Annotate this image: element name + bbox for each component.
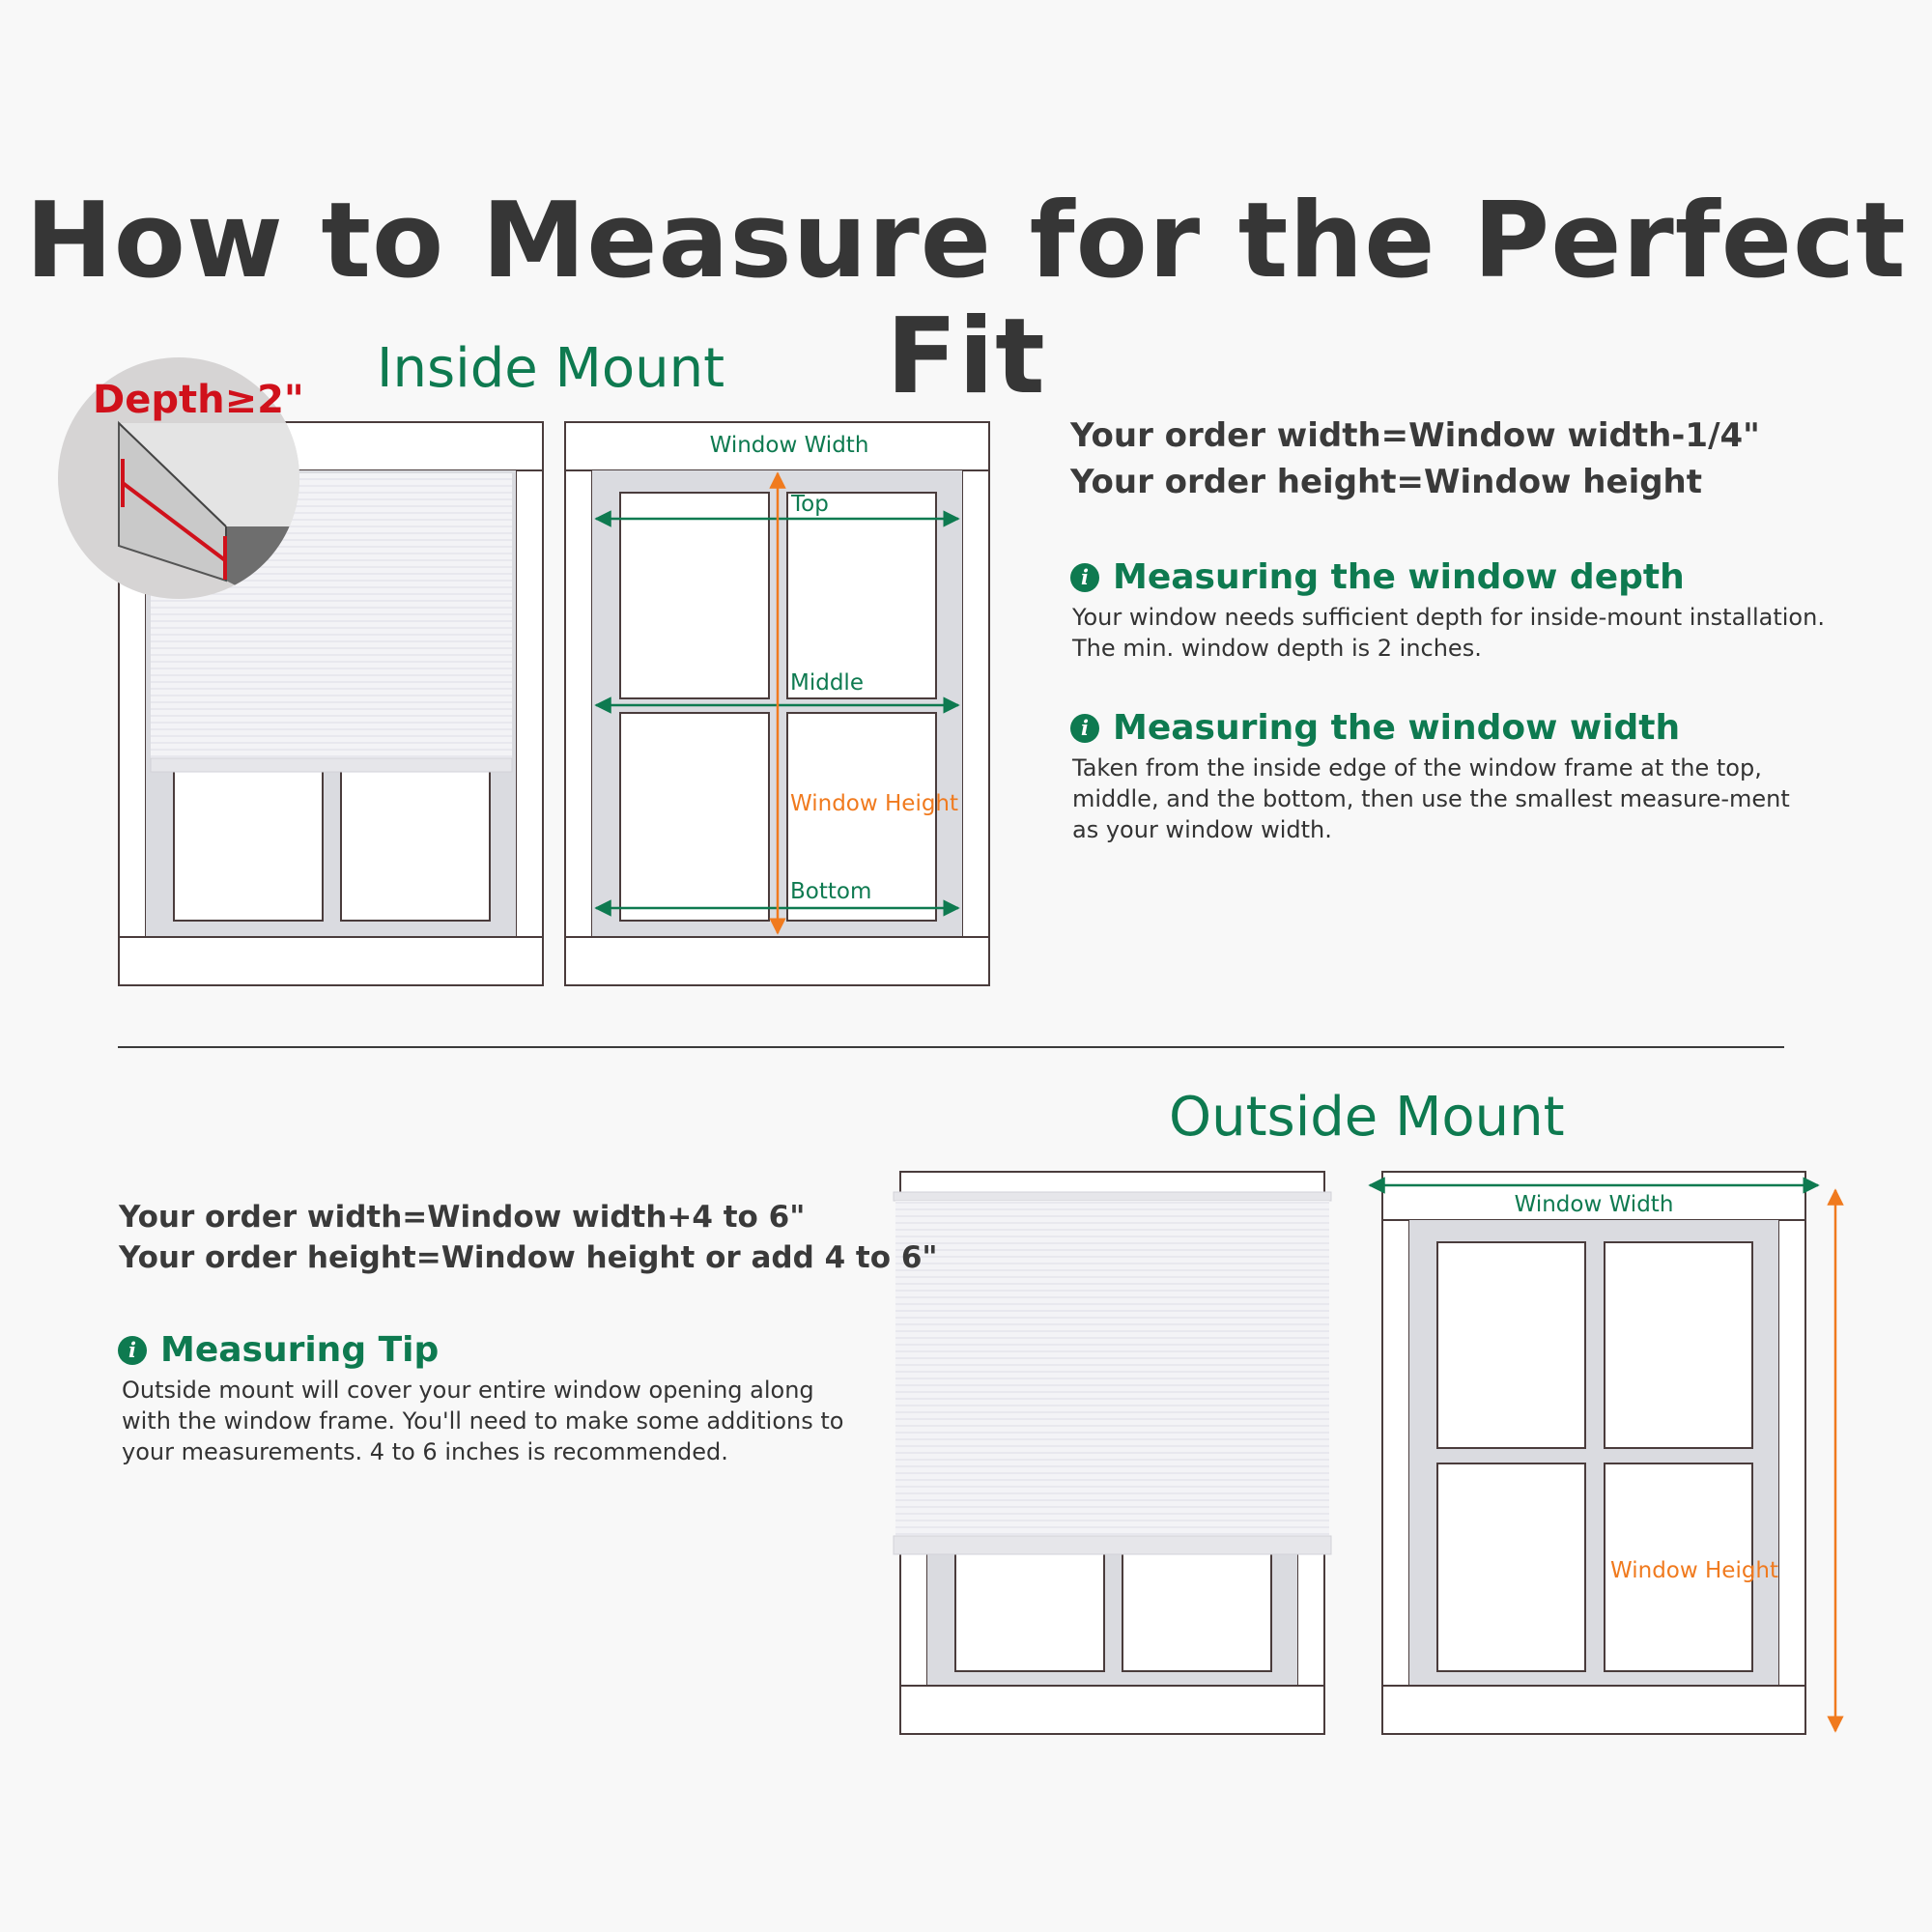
- outside-window-width-label: Window Width: [1514, 1192, 1674, 1217]
- info-icon: i: [1070, 714, 1099, 743]
- inside-mount-heading: Inside Mount: [377, 337, 725, 400]
- outside-mount-heading: Outside Mount: [1169, 1086, 1565, 1149]
- window-height-label: Window Height: [790, 791, 959, 816]
- shade-bottom-rail: [894, 1536, 1331, 1554]
- page-title: How to Measure for the Perfect Fit: [25, 181, 1907, 417]
- depth-tip-body: Your window needs sufficient depth for inside-mount installation. The min. window depth is 2 inches.: [1072, 604, 1825, 662]
- info-icon: i: [1070, 563, 1099, 592]
- inside-mount-measure-window: [565, 422, 989, 985]
- outside-mount-shade-window: [894, 1172, 1331, 1734]
- info-icon: i: [118, 1336, 147, 1365]
- top-label: Top: [791, 492, 829, 517]
- inside-formula-height: Your order height=Window height: [1070, 463, 1703, 501]
- measuring-tip-body: Outside mount will cover your entire window opening along with the window frame. You'll need to make some additions to your measurements. 4 to 6 inches is recommended.: [122, 1377, 844, 1465]
- width-tip-body: Taken from the inside edge of the window frame at the top, middle, and the bottom, then use the smallest measure-ment as your window width.: [1072, 754, 1790, 843]
- middle-label: Middle: [790, 670, 864, 696]
- inside-formula-width: Your order width=Window width-1/4": [1070, 416, 1760, 455]
- measuring-tip-heading: [118, 1329, 439, 1372]
- bottom-label: Bottom: [790, 879, 872, 904]
- shade-headrail: [894, 1192, 1331, 1201]
- depth-label: Depth≥2": [93, 378, 304, 422]
- cellular-shade: [895, 1201, 1329, 1536]
- outside-mount-measure-window: [1370, 1172, 1835, 1734]
- depth-tip-heading: [1070, 556, 1685, 599]
- outside-formula-height: Your order height=Window height or add 4 to 6": [119, 1240, 938, 1275]
- section-divider: [118, 1046, 1784, 1048]
- outside-formula-width: Your order width=Window width+4 to 6": [119, 1200, 806, 1235]
- window-width-label: Window Width: [709, 433, 869, 458]
- depth-tip-title: Measuring the window depth: [1113, 557, 1685, 597]
- width-tip-heading: [1070, 707, 1680, 750]
- outside-window-height-label: Window Height: [1610, 1558, 1779, 1583]
- measuring-tip-title: Measuring Tip: [160, 1330, 440, 1370]
- shade-bottom-rail: [151, 758, 512, 772]
- width-tip-title: Measuring the window width: [1113, 708, 1681, 748]
